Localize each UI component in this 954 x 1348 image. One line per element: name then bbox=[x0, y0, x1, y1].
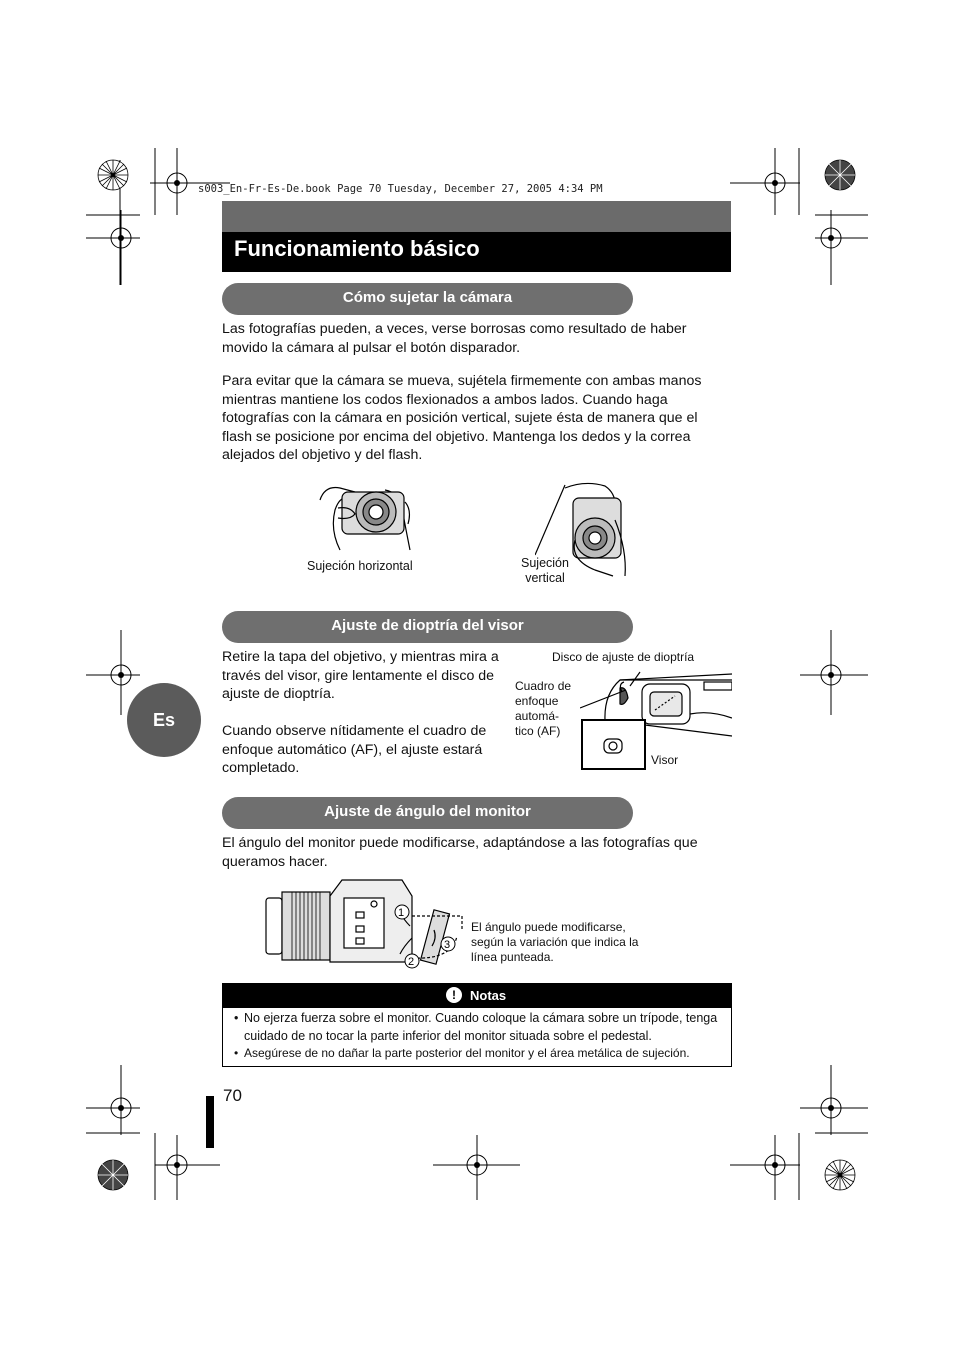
section-heading-holding: Cómo sujetar la cámara bbox=[222, 283, 633, 315]
page-number: 70 bbox=[223, 1086, 242, 1105]
note-text-2: Asegúrese de no dañar la parte posterior del monitor y el área metálica de sujeción. bbox=[244, 1046, 690, 1060]
paragraph-blur: Las fotografías pueden, a veces, verse borrosas como resultado de haber movido la cámara al pulsar el botón disparador. bbox=[222, 321, 687, 356]
viewfinder-illustration bbox=[580, 664, 732, 772]
page-edge-bar bbox=[206, 1096, 214, 1148]
paragraph-af-frame: Cuando observe nítidamente el cuadro de enfoque automático (AF), el ajuste estará completado. bbox=[222, 723, 487, 776]
step-2-marker: 2 bbox=[408, 956, 415, 968]
caption-monitor-angle: El ángulo puede modificarse, según la variación que indica la línea punteada. bbox=[471, 920, 639, 964]
horizontal-grip-illustration bbox=[310, 480, 420, 560]
paragraph-hold-firmly: Para evitar que la cámara se mueva, sujétela firmemente con ambas manos mientras mantiene los codos flexionados a ambos lados. Cuando haga fotografías con la cámara en posición vertical, sujete ésta de manera que el flash se posicione por encima del objetivo. Mantenga los dedos y la correa alejados del objetivo y del flash. bbox=[222, 373, 702, 463]
label-viewfinder: Visor bbox=[651, 753, 679, 767]
page-title: Funcionamiento básico bbox=[234, 236, 480, 261]
notes-title: Notas bbox=[470, 988, 507, 1003]
paragraph-diopter-adjust: Retire la tapa del objetivo, y mientras mira a través del visor, gire lentamente el disco de ajuste de dioptría. bbox=[222, 649, 499, 702]
monitor-angle-illustration bbox=[262, 876, 467, 972]
print-header-line: s003_En-Fr-Es-De.book Page 70 Tuesday, December 27, 2005 4:34 PM bbox=[198, 183, 603, 195]
title-bar-top-band bbox=[222, 201, 731, 232]
section-heading-diopter: Ajuste de dioptría del visor bbox=[222, 611, 633, 643]
paragraph-monitor-angle: El ángulo del monitor puede modificarse, adaptándose a las fotografías que queramos hacer. bbox=[222, 835, 698, 870]
step-3-marker: 3 bbox=[444, 939, 451, 951]
caption-vertical-grip: Sujeción vertical bbox=[521, 556, 569, 585]
note-text-1: No ejerza fuerza sobre el monitor. Cuando coloque la cámara sobre un trípode, tenga cuidado de no tocar la parte inferior del monitor situada sobre el pedestal. bbox=[244, 1011, 718, 1043]
caption-horizontal-grip: Sujeción horizontal bbox=[307, 559, 413, 573]
step-1-marker: 1 bbox=[398, 907, 405, 919]
exclamation-icon: ! bbox=[446, 987, 462, 1003]
section-heading-monitor-angle: Ajuste de ángulo del monitor bbox=[222, 797, 633, 829]
language-tab-es: Es bbox=[127, 683, 201, 757]
note-item: • Asegúrese de no dañar la parte posterior del monitor y el área metálica de sujeción. bbox=[234, 1044, 724, 1062]
note-item: • No ejerza fuerza sobre el monitor. Cuando coloque la cámara sobre un trípode, tenga cuidado de no tocar la parte inferior del monitor situada sobre el pedestal. bbox=[234, 1009, 724, 1045]
label-diopter-dial: Disco de ajuste de dioptría bbox=[552, 650, 695, 664]
label-af-frame: Cuadro de enfoque automá- tico (AF) bbox=[515, 679, 572, 738]
